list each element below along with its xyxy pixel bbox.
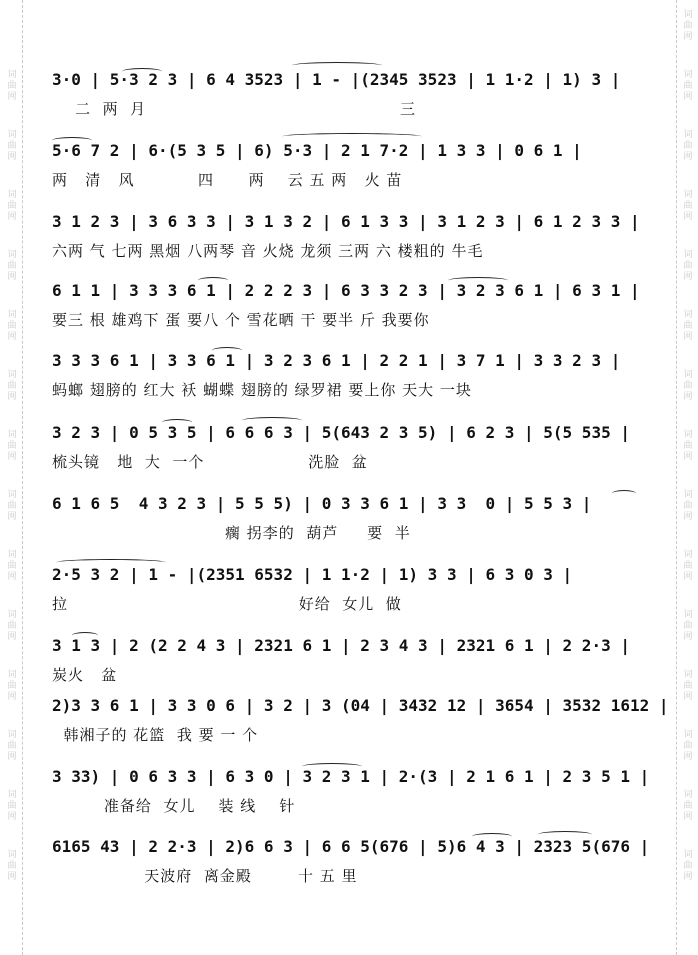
watermark-left: 词 曲 网 [7,610,17,642]
lyric-line: 瘸 拐李的 葫芦 要 半 [52,524,411,542]
slur [292,62,382,69]
notation-line: 3 3 3 6 1 | 3 3 6 1 | 3 2 3 6 1 | 2 2 1 | 3 7 1 | 3 3 2 3 | [52,351,621,370]
watermark-right: 词 曲 网 [683,550,693,582]
watermark-right: 词 曲 网 [683,670,693,702]
lyric-line: 要三 根 雄鸡下 蛋 要八 个 雪花晒 干 要半 斤 我要你 [52,311,430,329]
notation-line: 6165 43 | 2 2·3 | 2)6 6 3 | 6 6 5(676 | 5)6 4 3 | 2323 5(676 | [52,837,650,856]
notation-line: 3 2 3 | 0 5 3 5 | 6 6 6 3 | 5(643 2 3 5) | 6 2 3 | 5(5 535 | [52,423,630,442]
watermark-left: 词 曲 网 [7,250,17,282]
watermark-left: 词 曲 网 [7,370,17,402]
watermark-left: 词 曲 网 [7,550,17,582]
watermark-left: 词 曲 网 [7,490,17,522]
watermark-left: 词 曲 网 [7,430,17,462]
watermark-right: 词 曲 网 [683,70,693,102]
lyric-line: 韩湘子的 花篮 我 要 一 个 [52,726,259,744]
lyric-line: 六两 气 七两 黑烟 八两琴 音 火烧 龙须 三两 六 楼粗的 牛毛 [52,242,484,260]
watermark-right: 词 曲 网 [683,730,693,762]
watermark-left: 词 曲 网 [7,70,17,102]
notation-line: 5·6 7 2 | 6·(5 3 5 | 6) 5·3 | 2 1 7·2 | 1 3 3 | 0 6 1 | [52,141,582,160]
lyric-line: 二 两 月 三 [52,100,416,118]
watermark-right: 词 曲 网 [683,850,693,882]
lyric-line: 两 清 风 四 两 云 五 两 火 苗 [52,171,403,189]
watermark-left: 词 曲 网 [7,790,17,822]
watermark-left: 词 曲 网 [7,670,17,702]
watermark-right: 词 曲 网 [683,430,693,462]
left-margin-line [22,0,23,955]
watermark-right: 词 曲 网 [683,310,693,342]
notation-line: 3 1 3 | 2 (2 2 4 3 | 2321 6 1 | 2 3 4 3 | 2321 6 1 | 2 2·3 | [52,636,630,655]
watermark-right: 词 曲 网 [683,370,693,402]
lyric-line: 准备给 女儿 装 线 针 [52,797,296,815]
watermark-right: 词 曲 网 [683,10,693,42]
notation-line: 3 33) | 0 6 3 3 | 6 3 0 | 3 2 3 1 | 2·(3 | 2 1 6 1 | 2 3 5 1 | [52,767,650,786]
notation-line: 3 1 2 3 | 3 6 3 3 | 3 1 3 2 | 6 1 3 3 | 3 1 2 3 | 6 1 2 3 3 | [52,212,640,231]
watermark-right: 词 曲 网 [683,610,693,642]
watermark-right: 词 曲 网 [683,490,693,522]
lyric-line: 梳头镜 地 大 一个 洗脸 盆 [52,453,368,471]
watermark-right: 词 曲 网 [683,190,693,222]
notation-line: 6 1 1 | 3 3 3 6 1 | 2 2 2 3 | 6 3 3 2 3 | 3 2 3 6 1 | 6 3 1 | [52,281,640,300]
notation-line: 2·5 3 2 | 1 - |(2351 6532 | 1 1·2 | 1) 3 3 | 6 3 0 3 | [52,565,573,584]
watermark-left: 词 曲 网 [7,130,17,162]
watermark-right: 词 曲 网 [683,130,693,162]
watermark-left: 词 曲 网 [7,310,17,342]
watermark-right: 词 曲 网 [683,790,693,822]
notation-line: 6 1 6 5 4 3 2 3 | 5 5 5) | 0 3 3 6 1 | 3 3 0 | 5 5 3 | [52,494,592,513]
lyric-line: 拉 好给 女儿 做 [52,595,402,613]
lyric-line: 炭火 盆 [52,666,118,684]
watermark-left: 词 曲 网 [7,850,17,882]
lyric-line: 蚂螂 翅膀的 红大 袄 蝴蝶 翅膀的 绿罗裙 要上你 天大 一块 [52,381,472,399]
notation-line: 3·0 | 5·3 2 3 | 6 4 3523 | 1 - |(2345 3523 | 1 1·2 | 1) 3 | [52,70,621,89]
watermark-left: 词 曲 网 [7,730,17,762]
lyric-line: 天波府 离金殿 十 五 里 [52,867,358,885]
watermark-right: 词 曲 网 [683,250,693,282]
watermark-left: 词 曲 网 [7,190,17,222]
notation-line: 2)3 3 6 1 | 3 3 0 6 | 3 2 | 3 (04 | 3432 12 | 3654 | 3532 1612 | [52,696,669,715]
slur [282,133,422,140]
right-margin-line [676,0,677,955]
